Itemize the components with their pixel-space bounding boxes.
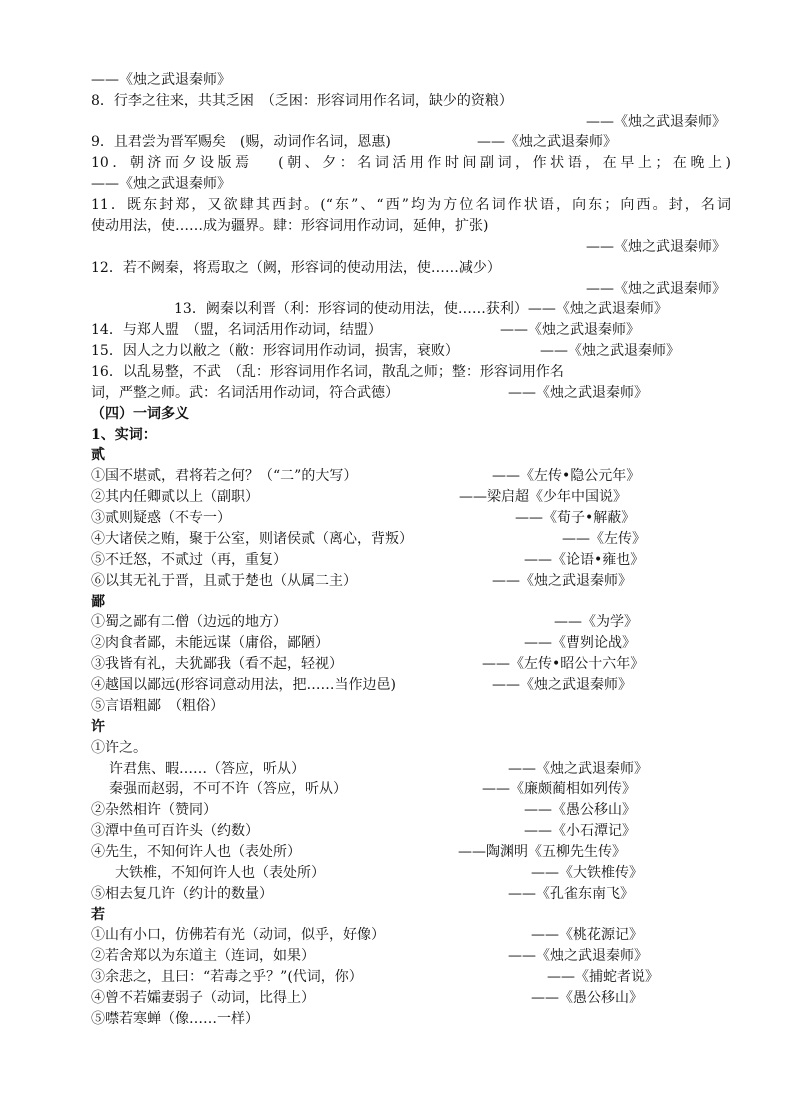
word-heading: 鄙 bbox=[91, 594, 105, 610]
word-heading: 若 bbox=[91, 907, 105, 923]
list-item: ③我皆有礼，夫犹鄙我（看不起，轻视） bbox=[91, 656, 343, 672]
list-item: ①国不堪贰，君将若之何？（“二”的大写） bbox=[91, 468, 358, 484]
entry-11: 11．既东封郑，又欲肆其西封。(“东”、“西”均为方位名词作状语，向东；向西。封，名词 bbox=[91, 197, 731, 213]
entry-8: 8．行李之往来，共其乏困 （乏困：形容词用作名词，缺少的资粮） bbox=[91, 93, 513, 109]
entry-9-source: ——《烛之武退秦师》 bbox=[477, 134, 617, 150]
entry-16: 16．以乱易整，不武 （乱：形容词用作名词，散乱之师；整：形容词用作名 bbox=[91, 364, 564, 380]
entry-15: 15．因人之力以敝之（敝：形容词用作动词，损害，衰败） bbox=[91, 343, 459, 359]
list-item-source: ——《烛之武退秦师》 bbox=[492, 573, 632, 589]
list-item: ⑤言语粗鄙 （粗俗） bbox=[91, 698, 224, 714]
list-item-source: ——《愚公移山》 bbox=[524, 802, 636, 818]
list-item-source: ——《左传•昭公十六年》 bbox=[482, 656, 645, 672]
list-item-source: ——《烛之武退秦师》 bbox=[492, 677, 632, 693]
list-item-source: ——《大铁椎传》 bbox=[531, 865, 643, 881]
list-item-source: ——《左传•隐公元年》 bbox=[492, 468, 641, 484]
list-item: ⑤噤若寒蝉（像……一样） bbox=[91, 1011, 259, 1027]
list-item: ④大诸侯之贿，聚于公室，则诸侯贰（离心，背叛） bbox=[91, 531, 413, 547]
word-heading: 许 bbox=[91, 719, 105, 735]
list-item: ②其内任卿贰以上（副职） bbox=[91, 489, 259, 505]
list-item-source: ——《小石潭记》 bbox=[524, 823, 636, 839]
entry-14: 14．与郑人盟 （盟，名词活用作动词，结盟） bbox=[91, 322, 382, 338]
list-item: ④越国以鄙远(形容词意动用法，把……当作边邑) bbox=[91, 677, 396, 693]
list-item: ⑤相去复几许（约计的数量） bbox=[91, 886, 273, 902]
list-item: 大铁椎，不知何许人也（表处所） bbox=[115, 865, 325, 881]
list-item-source: ——《愚公移山》 bbox=[531, 990, 643, 1006]
list-item: ③贰则疑惑（不专一） bbox=[91, 510, 231, 526]
list-item: ①许之。 bbox=[91, 740, 147, 756]
entry-13: 13．阙秦以利晋（利：形容词的使动用法，使……获利）——《烛之武退秦师》 bbox=[174, 301, 668, 317]
list-item: ④曾不若孀妻弱子（动词，比得上） bbox=[91, 990, 315, 1006]
list-item-source: ——《桃花源记》 bbox=[531, 927, 643, 943]
list-item: 秦强而赵弱，不可不许（答应，听从） bbox=[109, 781, 347, 797]
entry-10-source: ——《烛之武退秦师》 bbox=[91, 176, 231, 192]
list-item: ⑥以其无礼于晋，且贰于楚也（从属二主） bbox=[91, 573, 357, 589]
word-heading: 贰 bbox=[91, 447, 105, 463]
list-item-source: ——梁启超《少年中国说》 bbox=[459, 489, 627, 505]
entry-12-source: ——《烛之武退秦师》 bbox=[586, 281, 726, 297]
entry-9: 9．且君尝为晋军赐矣 (赐，动词作名词，恩惠) bbox=[91, 134, 391, 150]
list-item: ②肉食者鄙，未能远谋（庸俗，鄙陋） bbox=[91, 635, 329, 651]
list-item-source: ——《烛之武退秦师》 bbox=[508, 948, 648, 964]
entry-12: 12．若不阙秦，将焉取之（阙，形容词的使动用法，使……减少） bbox=[91, 260, 501, 276]
list-item-source: ——《论语•雍也》 bbox=[524, 552, 645, 568]
entry-14-source: ——《烛之武退秦师》 bbox=[500, 322, 640, 338]
list-item-source: ——《为学》 bbox=[554, 614, 638, 630]
list-item-source: ——《廉颇蔺相如列传》 bbox=[482, 781, 636, 797]
list-item: ③余悲之，且曰：“若毒之乎？”(代词，你） bbox=[91, 969, 363, 985]
entry-11-source: ——《烛之武退秦师》 bbox=[586, 239, 726, 255]
list-item-source: ——陶渊明《五柳先生传》 bbox=[458, 844, 626, 860]
entry-11-cont: 使动用法，使……成为疆界。肆：形容词用作动词，延伸，扩张) bbox=[91, 218, 489, 234]
list-item-source: ——《左传》 bbox=[562, 531, 646, 547]
list-item: ②杂然相许（赞同） bbox=[91, 802, 217, 818]
entry-16-source: ——《烛之武退秦师》 bbox=[508, 385, 648, 401]
list-item-source: ——《曹刿论战》 bbox=[524, 635, 636, 651]
list-item-source: ——《荀子•解蔽》 bbox=[515, 510, 636, 526]
list-item: ④先生，不知何许人也（表处所） bbox=[91, 844, 301, 860]
list-item-source: ——《捕蛇者说》 bbox=[547, 969, 659, 985]
list-item: ③潭中鱼可百许头（约数） bbox=[91, 823, 259, 839]
list-item: ①山有小口，仿佛若有光（动词，似乎，好像） bbox=[91, 927, 385, 943]
list-item-source: ——《烛之武退秦师》 bbox=[508, 761, 648, 777]
entry-16-cont: 词，严整之师。武：名词活用作动词，符合武德） bbox=[91, 385, 399, 401]
entry-15-source: ——《烛之武退秦师》 bbox=[540, 343, 680, 359]
entry-10: 10．朝济而夕设版焉 (朝、夕：名词活用作时间副词，作状语，在早上；在晚上) bbox=[91, 155, 731, 171]
list-item: ①蜀之鄙有二僧（边远的地方） bbox=[91, 614, 287, 630]
list-item-source: ——《孔雀东南飞》 bbox=[508, 886, 634, 902]
list-item: 许君焦、暇……（答应，听从） bbox=[109, 761, 305, 777]
section-subtitle: 1、实词： bbox=[91, 427, 157, 443]
entry-8-source: ——《烛之武退秦师》 bbox=[586, 114, 726, 130]
list-item: ②若舍郑以为东道主（连词，如果） bbox=[91, 948, 315, 964]
section-title: （四）一词多义 bbox=[91, 406, 189, 422]
source-line: ——《烛之武退秦师》 bbox=[91, 72, 231, 88]
list-item: ⑤不迁怒，不贰过（再，重复） bbox=[91, 552, 287, 568]
